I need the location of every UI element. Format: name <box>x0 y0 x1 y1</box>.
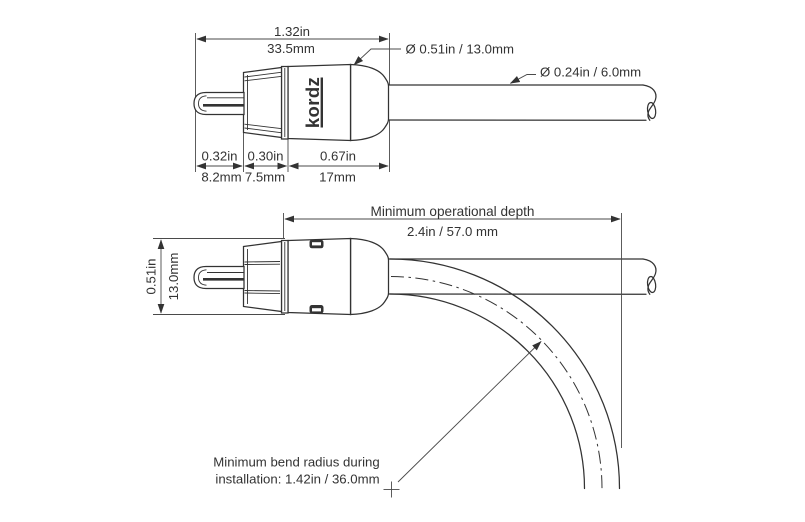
depth-value-label: 2.4in / 57.0 mm <box>407 224 498 240</box>
seg1-in-label: 0.32in <box>201 148 238 164</box>
connector-knurl <box>244 68 282 138</box>
cable-diameter-leader <box>511 75 537 84</box>
depth-label: Minimum operational depth <box>370 203 535 219</box>
set-screw-clip-bottom <box>310 305 324 314</box>
cable-centerline <box>391 277 602 489</box>
connector-body <box>288 239 351 315</box>
cable-straight <box>389 259 657 294</box>
bend-note-line2: installation: 1.42in / 36.0mm <box>215 471 380 487</box>
top-view <box>194 24 657 185</box>
seg1-mm-label: 8.2mm <box>201 169 242 185</box>
bend-radius-leader <box>398 342 541 483</box>
seg3-in-label: 0.67in <box>320 148 356 164</box>
brand-logo-text: kordz <box>302 76 323 129</box>
rca-pin <box>194 93 244 115</box>
cable-straight <box>387 85 657 120</box>
connector-diameter-leader <box>354 49 401 65</box>
connector-knurl <box>244 242 282 312</box>
connector-boot <box>351 239 389 315</box>
height-mm-label: 13.0mm <box>166 252 181 301</box>
bottom-view <box>144 204 657 498</box>
overall-length-mm-label: 33.5mm <box>267 41 315 57</box>
rca-pin <box>194 267 244 289</box>
set-screw-clip-top <box>310 240 324 249</box>
overall-length-in-label: 1.32in <box>274 23 310 39</box>
bend-center-mark <box>384 482 400 498</box>
seg3-mm-label: 17mm <box>319 169 356 185</box>
brand-logo <box>302 77 323 128</box>
bend-note-line1: Minimum bend radius during <box>213 454 380 470</box>
seg2-mm-label: 7.5mm <box>244 169 286 185</box>
height-in-label: 0.51in <box>143 258 159 295</box>
connector-diameter-label: Ø 0.51in / 13.0mm <box>405 41 514 57</box>
connector-top-view <box>194 239 389 315</box>
seg2-in-label: 0.30in <box>247 148 284 164</box>
cable-diameter-label: Ø 0.24in / 6.0mm <box>540 64 642 80</box>
connector-boot <box>351 65 389 141</box>
